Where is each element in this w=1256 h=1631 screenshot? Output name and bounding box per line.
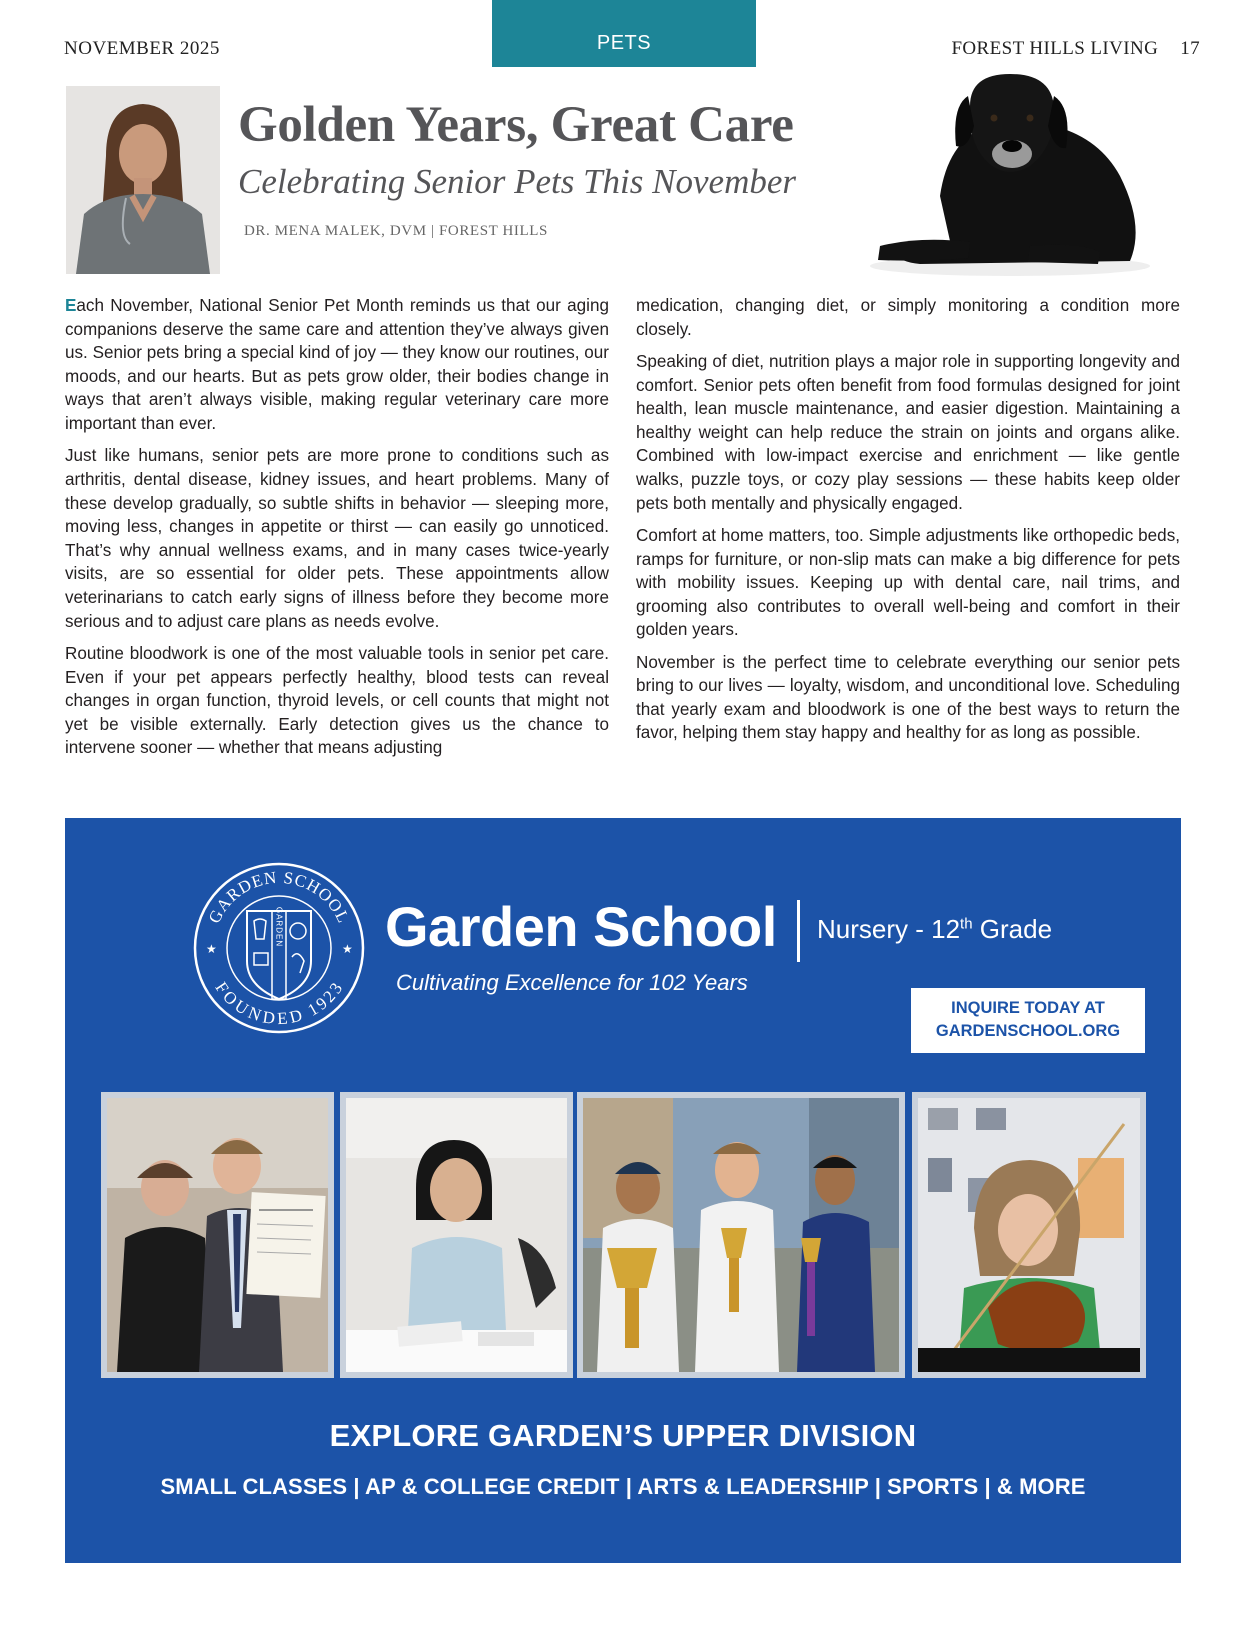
article-paragraph xyxy=(65,294,609,436)
graduation-certificate-photo xyxy=(101,1092,334,1378)
student-studying-photo xyxy=(340,1092,573,1378)
school-seal-logo xyxy=(192,861,366,1035)
senior-dog-photo xyxy=(860,66,1160,281)
article-paragraph: medication, changing diet, or simply monitoring a condition more closely. xyxy=(636,296,1180,339)
svg-text:★: ★ xyxy=(206,942,217,956)
article-column-left xyxy=(65,294,609,769)
seal-top-text: GARDEN SCHOOL xyxy=(204,867,354,927)
seal-center-text: GARDEN xyxy=(274,906,284,948)
article-paragraph: Routine bloodwork is one of the most valuable tools in senior pet care. Even if your pet appears perfectly healthy, blood tests can reveal changes in organ function, thyroid levels, or cell counts that might not yet be visible externally. Early detection gives us the chance to intervene sooner — whether that means adjusting xyxy=(65,643,609,758)
issue-date: NOVEMBER 2025 xyxy=(64,38,220,59)
section-tab: PETS xyxy=(492,0,756,67)
drop-cap: E xyxy=(65,296,77,315)
grade-range xyxy=(817,914,1052,945)
title-divider xyxy=(797,900,800,962)
school-tagline: Cultivating Excellence for 102 Years xyxy=(396,970,748,995)
article-title: Golden Years, Great Care xyxy=(238,97,794,153)
author-photo xyxy=(66,86,220,274)
article-paragraph: November is the perfect time to celebrate everything our senior pets bring to our lives — loyalty, wisdom, and unconditional love. Scheduling that yearly exam and bloodwork is one of the best ways to return the favor, helping them stay happy and healthy for as long as possible. xyxy=(636,652,1180,743)
svg-text:FOUNDED 1923 xyxy=(211,979,346,1029)
article-paragraph: Just like humans, senior pets are more prone to conditions such as arthritis, dental disease, kidney issues, and heart problems. Many of these develop gradually, so subtle shifts in behavior — sleeping more, moving less, changes in appetite or thirst — can easily go unnoticed. That’s why annual wellness exams, and in many cases twice-yearly visits, are so essential for older pets. These appointments allow veterinarians to catch early signs of illness before they become more serious and to adjust care plans as needs evolve. xyxy=(65,446,609,631)
grade-range-text: Nursery - 12 xyxy=(817,914,961,944)
inquire-button[interactable] xyxy=(911,988,1145,1053)
paragraph-text: ach November, National Senior Pet Month reminds us that our aging companions deserve the same care and attention they’ve always given us. Senior pets bring a special kind of joy — they know our routines, our moods, and our hearts. But as pets grow older, their bodies change in ways that aren’t always visible, making regular veterinary care more important than ever. xyxy=(65,296,609,433)
publication-name: FOREST HILLS LIVING xyxy=(951,38,1159,59)
article-column-right xyxy=(636,294,1180,754)
publication-header xyxy=(951,38,1200,60)
page-number: 17 xyxy=(1180,38,1200,59)
article-subtitle: Celebrating Senior Pets This November xyxy=(238,162,797,201)
article-paragraph: Comfort at home matters, too. Simple adjustments like orthopedic beds, ramps for furniture, or non-slip mats can make a big difference for pets with mobility issues. Keeping up with dental care, nail trims, and grooming also contributes to overall well-being and comfort in their golden years. xyxy=(636,525,1180,640)
grade-range-suffix: Grade xyxy=(972,914,1053,944)
upper-division-heading: EXPLORE GARDEN’S UPPER DIVISION xyxy=(329,1418,917,1453)
program-features: SMALL CLASSES | AP & COLLEGE CREDIT | ARTS & LEADERSHIP | SPORTS | & MORE xyxy=(160,1474,1086,1499)
seal-bottom-text: FOUNDED 1923 xyxy=(211,978,347,1029)
svg-text:★: ★ xyxy=(342,942,353,956)
inquire-url[interactable]: GARDENSCHOOL.ORG xyxy=(935,1022,1121,1040)
author-byline: DR. MENA MALEK, DVM | FOREST HILLS xyxy=(244,223,548,239)
school-name: Garden School xyxy=(385,895,777,958)
inquire-line-1: INQUIRE TODAY AT xyxy=(951,999,1105,1017)
grade-superscript: th xyxy=(960,915,973,933)
trophy-students-photo xyxy=(577,1092,905,1378)
violin-student-photo xyxy=(912,1092,1146,1378)
article-paragraph: Speaking of diet, nutrition plays a major role in supporting longevity and comfort. Senior pets often benefit from food formulas designed for joint health, lean muscle maintenance, and easier digestion. Maintaining a healthy weight can help reduce the strain on joints and organs alike. Combined with low-impact exercise and enrichment — like gentle walks, puzzle toys, or cozy play sessions — these habits keep older pets both mentally and physically engaged. xyxy=(636,351,1180,513)
garden-school-advertisement[interactable] xyxy=(65,818,1181,1563)
